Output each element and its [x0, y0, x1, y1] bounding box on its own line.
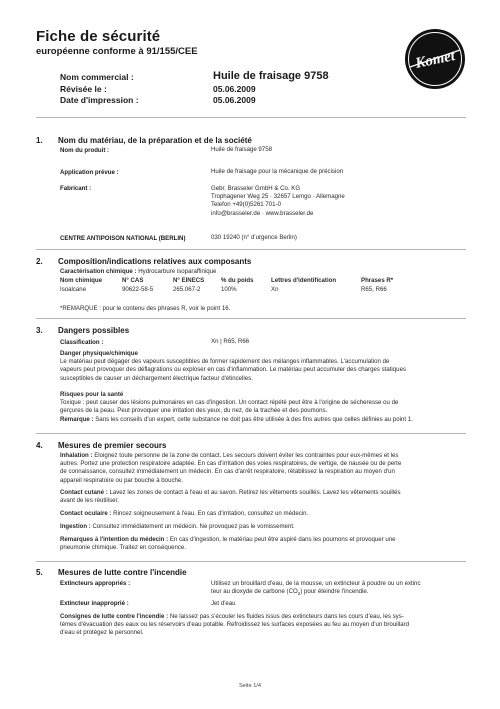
divider: [36, 561, 466, 562]
value-fabricant: Gebr. Brasseler GmbH & Co. KG Trophagener Weg 25 · 32657 Lemgo · Allemagne Telefon +49(0)5261 701-0 info@brasseler.de · www.brasseler.de: [211, 185, 345, 217]
value-inapproprie: Jet d'eau: [211, 600, 236, 607]
remarques-medecin: Remarques à l'intention du médecin : En cas d'ingestion, le matériau peut être aspiré dans les poumons et provoquer une pneumonie chimique. Traitez en conséquence.: [60, 536, 396, 552]
danger-physique: Danger physique/chimique Le matériau peut dégager des vapeurs susceptibles de former rapidement des mélanges inflammables. L'accumulation de vapeurs peut provoquer des déflagrations ou exploser en cas d'inflammation. Le matériau peut accumuler des charges statiques susceptibles de causer un déchargement électrique facteur d'étincelles.: [60, 350, 406, 382]
contact-oculaire: Contact oculaire : Rincez soigneusement à l'eau. En cas d'irritation, consultez un médecin.: [60, 510, 309, 517]
meta-value: 05.06.2009: [213, 84, 256, 94]
label-antipoison: CENTRE ANTIPOISON NATIONAL (BERLIN): [60, 235, 186, 242]
section-1-heading: 1. Nom du matériau, de la préparation et de la société: [36, 136, 252, 145]
label-inapproprie: Extincteur inapproprié :: [60, 600, 129, 607]
value-produit: Huile de fraisage 9758: [211, 146, 272, 153]
section-5-heading: 5. Mesures de lutte contre l'incendie: [36, 568, 187, 577]
value-appropries: Utilisez un brouillard d'eau, de la mousse, un extincteur à poudre ou un extinc teur au dioxyde de carbone $(CO_2)$ pour éteindre l'incendie.: [211, 580, 421, 597]
caracterisation: Caractérisation chimique : Hydrocarbure isoparaffinique: [60, 268, 217, 275]
meta-value-product: Huile de fraisage 9758: [213, 70, 329, 82]
value-antipoison: 030 19240 (n° d'urgence Berlin): [211, 234, 297, 241]
value-classification: Xn | R65, R66: [211, 338, 250, 345]
section-3-heading: 3. Dangers possibles: [36, 326, 130, 335]
meta-row-revisee: [60, 84, 256, 94]
ingestion: Ingestion : Consultez immédiatement un médecin. Ne provoquez pas le vomissement.: [60, 523, 295, 530]
logo-text: Komet: [413, 47, 457, 72]
consignes-lutte: Consignes de lutte contre l'incendie : Ne laissez pas s'écouler les fluides issus des extincteurs dans les cours d'eau, les sys- tèmes d'évacuation des eaux ou les réservoirs d'eau potable. Refroidissez les surfaces exposées au feu au moyen d'un brouillard d'eau et protégez le personnel.: [60, 613, 410, 637]
document-title: Fiche de sécurité: [36, 28, 161, 45]
meta-label: Nom commercial :: [60, 72, 134, 82]
meta-row-impression: [60, 95, 256, 105]
section-2-heading: 2. Composition/indications relatives aux composants: [36, 257, 252, 266]
risques-sante: Risques pour la santé Toxique : peut causer des lésions pulmonaires en cas d'ingestion. Un contact répété peut être à l'origine de sécheresse ou de gerçures de la peau. Peut provoquer une irritation des yeux, du nez, de la trachée et des poumons. Remarque : Sans les conseils d'un expert, cette substance ne doit pas être utilisée à des fins autres que celles définies au point 1.: [60, 391, 413, 423]
divider: [36, 117, 466, 118]
divider: [36, 433, 466, 434]
contact-cutane: Contact cutané : Lavez les zones de contact à l'eau et au savon. Retirez les vêtements souillés. Lavez les vêtements souillés avant de les réutiliser.: [60, 489, 401, 505]
label-appropries: Extincteurs appropriés :: [60, 580, 131, 587]
document-subtitle: européenne conforme à 91/155/CEE: [36, 46, 198, 57]
inhalation: Inhalation : Eloignez toute personne de la zone de contact. Les secours doivent éviter les contraintes pour eux-mêmes et les autres. Portez une protection respiratoire adaptée. En cas d'irritation des voies respiratoires, de vertige, de nausée ou de perte de connaissance, consultez immédiatement un médecin. En cas d'arrêt respiratoire, rétablissez la respiration au moyen d'un appareil respiratoire ou par bouche à bouche.: [60, 452, 402, 484]
meta-label: Révisée le :: [60, 84, 107, 94]
label-fabricant: Fabricant :: [60, 185, 92, 192]
page-number: Seite 1/4: [238, 683, 262, 689]
label-produit: Nom du produit :: [60, 147, 110, 154]
table-row: Isoalcane 90622-58-5 265.067-2 100% Xn R65, R66: [60, 286, 387, 293]
meta-row-nom: [60, 70, 329, 82]
divider: [36, 249, 466, 250]
table-header-row: Nom chimique N° CAS N° EINECS % du poids Lettres d'identification Phrases R*: [60, 277, 394, 284]
section-4-heading: 4. Mesures de premier secours: [36, 441, 167, 450]
value-application: Huile de fraisage pour la mécanique de précision: [211, 168, 344, 175]
label-classification: Classification :: [60, 339, 104, 346]
komet-logo: [404, 28, 466, 90]
meta-label: Date d'impression :: [60, 95, 139, 105]
meta-value: 05.06.2009: [213, 95, 256, 105]
label-application: Application prévue :: [60, 169, 119, 176]
remarque-phrases: *REMARQUE : pour le contenu des phrases R, voir le point 16.: [60, 305, 231, 312]
divider: [36, 318, 466, 319]
